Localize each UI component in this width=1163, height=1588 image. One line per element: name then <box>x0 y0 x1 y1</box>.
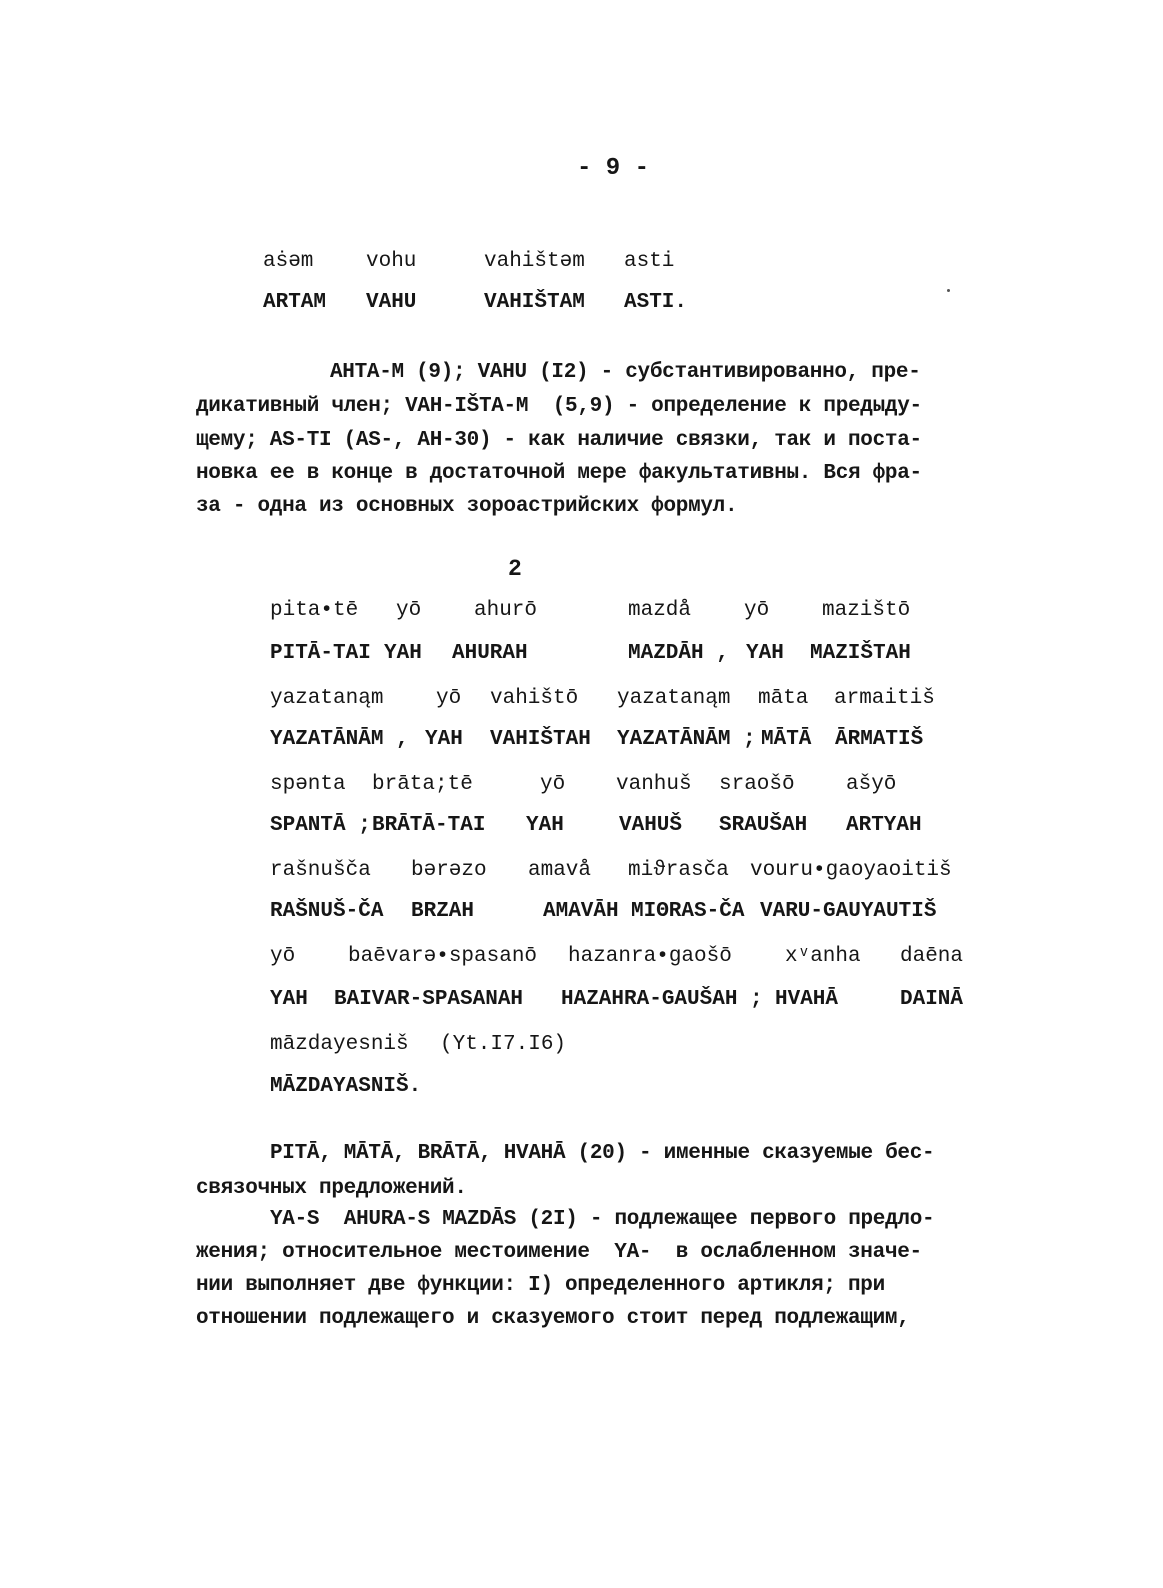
recon-word: MIΘRAS-ČA <box>631 900 745 923</box>
translit-word: māta <box>758 687 809 710</box>
recon-word: PITĀ-TAI <box>270 642 371 665</box>
recon-word: RAŠNUŠ-ČA <box>270 900 384 923</box>
commentary-line: за - одна из основных зороастрийских формул. <box>196 495 738 518</box>
recon-word: AHURAH <box>452 642 528 665</box>
translit-word: aṡəm <box>263 250 314 273</box>
translit-word: yō <box>436 687 462 710</box>
translit-word: xᵛanha <box>785 945 861 968</box>
commentary-line: YA-S AHURA-S MAZDĀS (2I) - подлежащее первого предло- <box>270 1208 935 1231</box>
recon-word: MAZIŠTAH <box>810 642 911 665</box>
translit-word: yō <box>396 599 422 622</box>
recon-word: ĀRMATIŠ <box>835 728 924 751</box>
recon-word: YAH <box>384 642 422 665</box>
recon-word: VAHU <box>366 291 417 314</box>
translit-word: sraošō <box>719 773 795 796</box>
recon-word: VAHUŠ <box>619 814 683 837</box>
recon-word: YAZATĀNĀM , <box>270 728 409 751</box>
translit-word: vohu <box>366 250 417 273</box>
recon-word: YAH <box>270 988 308 1011</box>
translit-word: mazištō <box>822 599 911 622</box>
recon-word: ARTYAH <box>846 814 922 837</box>
recon-word: MĀZDAYASNIŠ. <box>270 1075 422 1098</box>
recon-word: DAINĀ <box>900 988 964 1011</box>
recon-word: MĀTĀ <box>761 728 812 751</box>
translit-word: mazdå <box>628 599 692 622</box>
translit-word: vanhuš <box>616 773 692 796</box>
translit-word: brāta;tē <box>372 773 473 796</box>
recon-word: SPANTĀ ; <box>270 814 371 837</box>
recon-word: MAZDĀH , <box>628 642 729 665</box>
recon-word: YAZATĀNĀM ; <box>617 728 756 751</box>
recon-word: BRZAH <box>411 900 475 923</box>
translit-word: māzdayesniš <box>270 1033 409 1056</box>
translit-word: yō <box>540 773 566 796</box>
translit-word: daēna <box>900 945 964 968</box>
recon-word: VAHIŠTAM <box>484 291 585 314</box>
translit-word: amavå <box>528 859 592 882</box>
recon-word: YAH <box>425 728 463 751</box>
translit-word: armaitiš <box>834 687 935 710</box>
translit-word: vahištō <box>490 687 579 710</box>
translit-word: ašyō <box>846 773 897 796</box>
commentary-line: щему; AS-TI (AS-, AH-30) - как наличие связки, так и поста- <box>196 429 922 452</box>
translit-word: pita•tē <box>270 599 359 622</box>
recon-word: YAH <box>746 642 784 665</box>
translit-word: yō <box>270 945 296 968</box>
translit-word: rašnušča <box>270 859 371 882</box>
translit-word: vouru•gaoyaoitiš <box>750 859 952 882</box>
recon-word: HAZAHRA-GAUŠAH ; <box>561 988 763 1011</box>
translit-word: hazanra•gaošō <box>568 945 732 968</box>
recon-word: VAHIŠTAH <box>490 728 591 751</box>
recon-word: ARTAM <box>263 291 327 314</box>
commentary-line: дикативный член; VAH-IŠTA-M (5,9) - определение к предыду- <box>196 395 922 418</box>
commentary-line: связочных предложений. <box>196 1177 467 1200</box>
translit-word: ahurō <box>474 599 538 622</box>
recon-word: BRĀTĀ-TAI <box>372 814 486 837</box>
scan-speck <box>947 289 950 292</box>
recon-word: SRAUŠAH <box>719 814 808 837</box>
section-number: 2 <box>508 556 522 582</box>
translit-word: miϑrasča <box>628 859 729 882</box>
recon-word: VARU-GAUYAUTIŠ <box>760 900 937 923</box>
recon-word: AMAVĀH <box>543 900 619 923</box>
recon-word: YAH <box>526 814 564 837</box>
recon-word: BAIVAR-SPASANAH <box>334 988 524 1011</box>
translit-word: spənta <box>270 773 346 796</box>
page-number: - 9 - <box>577 155 650 182</box>
commentary-line: нии выполняет две функции: I) определенного артикля; при <box>196 1274 885 1297</box>
recon-word: ASTI. <box>624 291 688 314</box>
commentary-line: жения; относительное местоимение YA- в ослабленном значе- <box>196 1241 922 1264</box>
translit-word: vahištəm <box>484 250 585 273</box>
translit-word: (Yt.I7.I6) <box>440 1033 567 1056</box>
commentary-line: AНТA-M (9); VAHU (I2) - субстантивированно, пре- <box>330 361 921 384</box>
translit-word: yazatanąm <box>270 687 384 710</box>
translit-word: yazatanąm <box>617 687 731 710</box>
commentary-line: PITĀ, MĀTĀ, BRĀTĀ, HVAHĀ (20) - именные сказуемые бес- <box>270 1142 935 1165</box>
translit-word: asti <box>624 250 675 273</box>
commentary-line: отношении подлежащего и сказуемого стоит перед подлежащим, <box>196 1307 910 1330</box>
recon-word: HVAHĀ <box>775 988 839 1011</box>
translit-word: bərəzo <box>411 859 487 882</box>
translit-word: baēvarə•spasanō <box>348 945 538 968</box>
translit-word: yō <box>744 599 770 622</box>
commentary-line: новка ее в конце в достаточной мере факультативны. Вся фра- <box>196 462 922 485</box>
